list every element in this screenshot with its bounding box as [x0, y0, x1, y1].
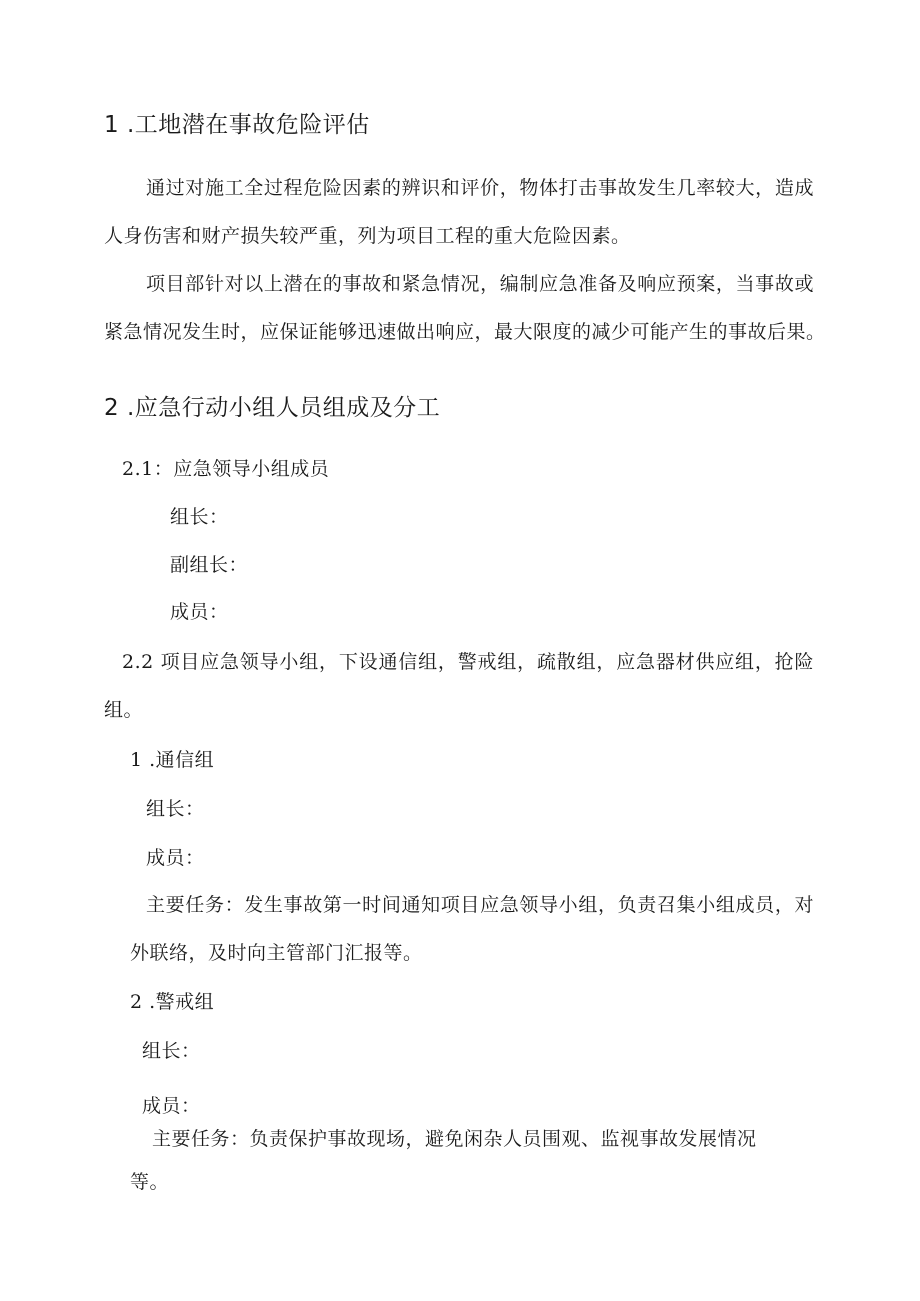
group-2-members: 成员：: [142, 1095, 201, 1117]
section-1-para-1-line-1: 通过对施工全过程危险因素的辨识和评价，物体打击事故发生几率较大，造成: [146, 177, 814, 199]
group-1-members: 成员：: [146, 847, 205, 869]
sub-2-2-line-2: 组。: [104, 699, 144, 721]
sub-2-1-deputy: 副组长：: [170, 554, 249, 576]
sub-2-1-title: 2.1：应急领导小组成员: [122, 458, 330, 480]
group-2-title: 2 .警戒组: [130, 991, 215, 1013]
group-1-task-line-1: 主要任务：发生事故第一时间通知项目应急领导小组，负责召集小组成员，对: [146, 894, 814, 916]
section-1-para-2-line-1: 项目部针对以上潜在的事故和紧急情况，编制应急准备及响应预案，当事故或: [146, 273, 814, 295]
sub-2-2-line-1: 2.2 项目应急领导小组，下设通信组，警戒组，疏散组，应急器材供应组，抢险: [122, 651, 814, 673]
sub-2-1-leader: 组长：: [170, 506, 229, 528]
section-1-para-1-line-2: 人身伤害和财产损失较严重，列为项目工程的重大危险因素。: [104, 225, 631, 247]
section-1-heading: 1 .工地潜在事故危险评估: [104, 112, 370, 138]
sub-2-1-members: 成员：: [170, 601, 229, 623]
group-1-leader: 组长：: [146, 798, 205, 820]
section-2-heading: 2 .应急行动小组人员组成及分工: [104, 395, 441, 421]
group-2-task-line-2: 等。: [130, 1171, 170, 1193]
section-1-para-2-line-2: 紧急情况发生时，应保证能够迅速做出响应，最大限度的减少可能产生的事故后果。: [104, 321, 826, 343]
group-1-title: 1 .通信组: [130, 749, 215, 771]
group-2-leader: 组长：: [142, 1040, 201, 1062]
group-2-task-line-1: 主要任务：负责保护事故现场，避免闲杂人员围观、监视事故发展情况: [152, 1128, 757, 1150]
group-1-task-line-2: 外联络，及时向主管部门汇报等。: [130, 942, 423, 964]
